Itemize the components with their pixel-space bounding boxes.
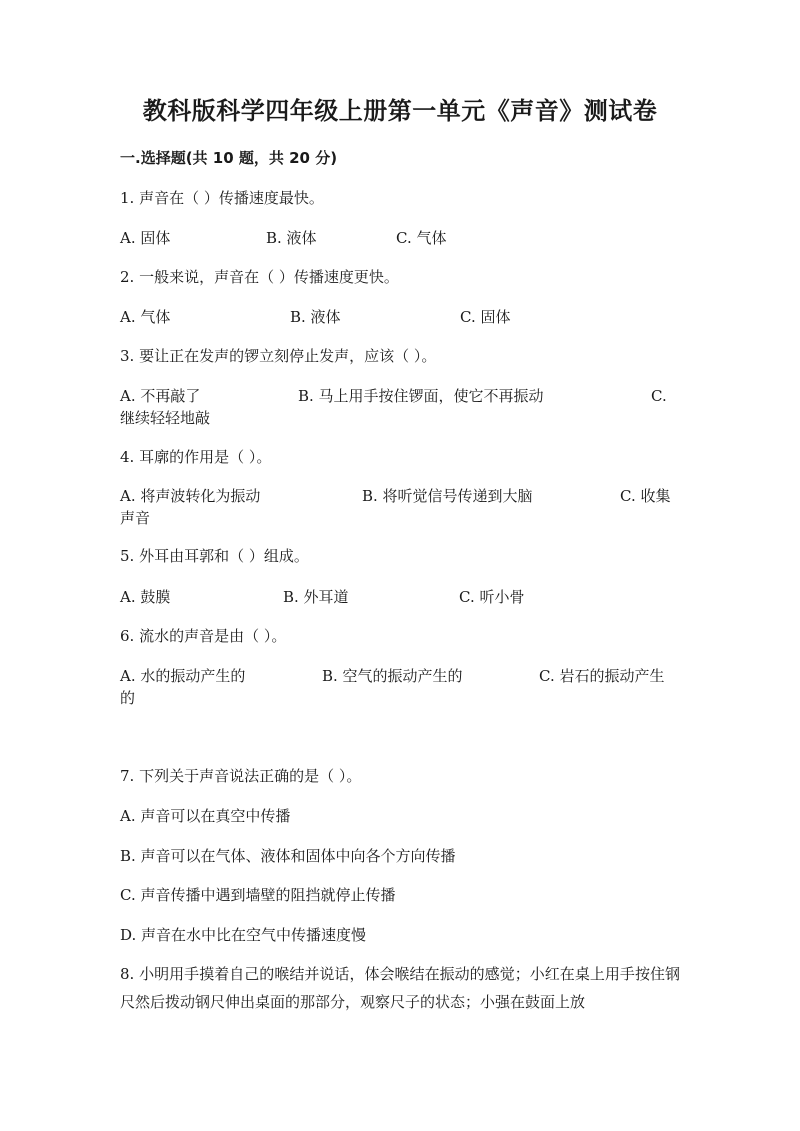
question-5-option-c: C. 听小骨: [459, 588, 525, 606]
question-1-option-b: B. 液体: [266, 229, 317, 247]
question-2-option-b: B. 液体: [290, 308, 341, 326]
question-3-option-b: B. 马上用手按住锣面，使它不再振动: [298, 387, 544, 405]
question-4-option-a: A. 将声波转化为振动: [120, 487, 261, 505]
question-7-option-d: D. 声音在水中比在空气中传播速度慢: [120, 926, 367, 944]
question-5-option-a: A. 鼓膜: [120, 588, 171, 606]
question-3-option-a: A. 不再敲了: [120, 387, 201, 405]
question-2-option-a: A. 气体: [120, 308, 171, 326]
question-5-option-b: B. 外耳道: [283, 588, 349, 606]
section-heading: 一.选择题(共 10 题，共 20 分): [120, 149, 338, 167]
question-6-stem: 6. 流水的声音是由（ ）。: [120, 627, 287, 645]
question-8-stem: 8. 小明用手摸着自己的喉结并说话，体会喉结在振动的感觉；小红在桌上用手按住钢尺然后拨动钢尺伸出桌面的那部分，观察尺子的状态；小强在鼓面上放: [120, 965, 680, 1011]
question-6-option-a: A. 水的振动产生的: [120, 667, 246, 685]
question-7-option-c: C. 声音传播中遇到墙壁的阻挡就停止传播: [120, 886, 396, 904]
question-4-option-c-continued: 声音: [120, 509, 151, 527]
question-7-option-a: A. 声音可以在真空中传播: [120, 807, 291, 825]
question-1-option-a: A. 固体: [120, 229, 171, 247]
page-title: 教科版科学四年级上册第一单元《声音》测试卷: [142, 97, 658, 125]
question-1-option-c: C. 气体: [396, 229, 447, 247]
question-4-option-c: C. 收集: [620, 487, 671, 505]
question-2-option-c: C. 固体: [460, 308, 511, 326]
question-3-option-c: C.: [651, 387, 667, 405]
question-7-option-b: B. 声音可以在气体、液体和固体中向各个方向传播: [120, 847, 456, 865]
question-4-stem: 4. 耳廓的作用是（ ）。: [120, 448, 272, 466]
question-6-option-b: B. 空气的振动产生的: [322, 667, 463, 685]
question-1-stem: 1. 声音在（ ）传播速度最快。: [120, 189, 324, 207]
question-4-option-b: B. 将听觉信号传递到大脑: [362, 487, 533, 505]
question-3-stem: 3. 要让正在发声的锣立刻停止发声，应该（ ）。: [120, 347, 437, 365]
question-7-stem: 7. 下列关于声音说法正确的是（ ）。: [120, 767, 362, 785]
question-3-option-c-continued: 继续轻轻地敲: [120, 409, 211, 427]
question-2-stem: 2. 一般来说，声音在（ ）传播速度更快。: [120, 268, 399, 286]
question-6-option-c-continued: 的: [120, 689, 136, 707]
question-5-stem: 5. 外耳由耳郭和（ ）组成。: [120, 547, 309, 565]
question-6-option-c: C. 岩石的振动产生: [539, 667, 665, 685]
